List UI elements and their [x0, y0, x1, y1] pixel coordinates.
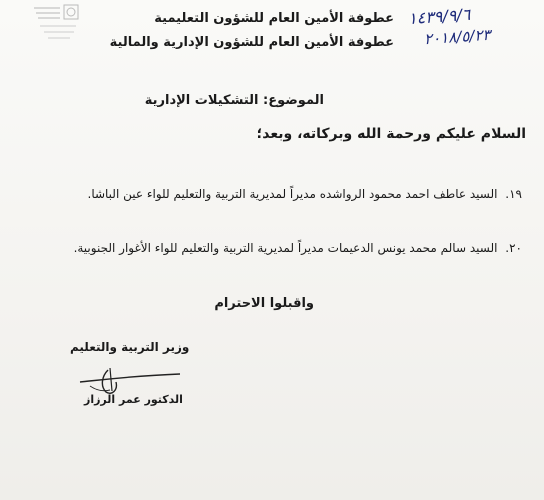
signatory-title: وزير التربية والتعليم	[70, 340, 190, 354]
subject-line	[141, 93, 324, 108]
item-text: السيد عاطف احمد محمود الرواشده مديراً لمديرية التربية والتعليم للواء عين الباشا.	[87, 187, 498, 201]
subject-label: الموضوع:	[263, 93, 324, 108]
greeting: السلام عليكم ورحمة الله وبركاته، وبعد؛	[256, 126, 526, 142]
subject-text: التشكيلات الإدارية	[144, 93, 259, 108]
attention-line-education: عطوفة الأمين العام للشؤون التعليمية	[154, 11, 394, 26]
hijri-date: ١٤٣٩/٩/٦	[407, 4, 471, 29]
appointment-item	[22, 237, 522, 259]
item-text: السيد سالم محمد يونس الدعيمات مديراً لمديرية التربية والتعليم للواء الأغوار الجنوبية.	[73, 241, 498, 255]
attention-line-administration: عطوفة الأمين العام للشؤون الإدارية والمالية	[109, 35, 394, 50]
item-number: ٢٠.	[505, 241, 522, 255]
gregorian-date: ٢٠١٨/٥/٢٣	[423, 25, 492, 49]
item-number: ١٩.	[505, 187, 522, 201]
appointment-item	[22, 183, 522, 205]
ministry-logo	[30, 2, 82, 46]
closing: واقبلوا الاحترام	[214, 296, 314, 311]
signatory-name: الدكتور عمر الرزاز	[84, 393, 183, 406]
